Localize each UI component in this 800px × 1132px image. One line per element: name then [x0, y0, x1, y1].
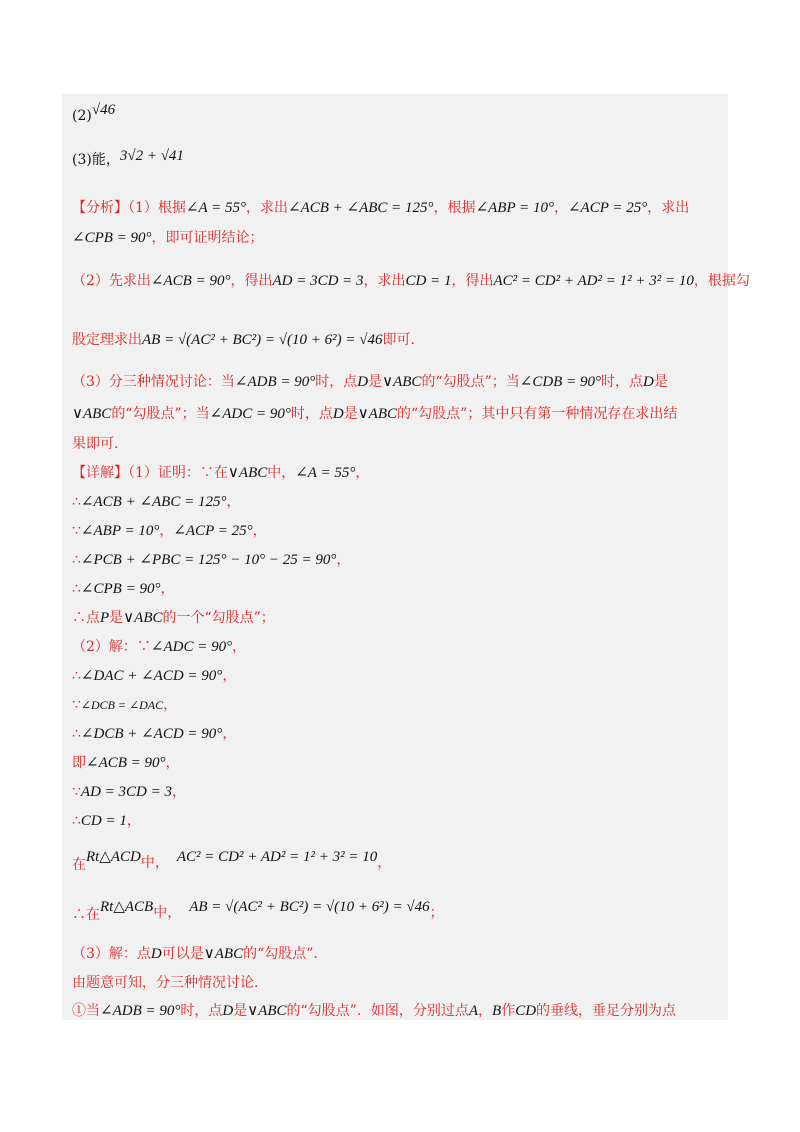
text: 可以是 [161, 946, 204, 962]
answer-2 [72, 100, 115, 126]
math: ∠ACB = 90° [150, 273, 231, 289]
detail-line-3 [72, 521, 267, 541]
text: 的垂线，垂足分别为点 [536, 1003, 677, 1019]
text: ，求出 [363, 273, 406, 289]
math: ∠CPB = 90° [80, 581, 161, 597]
text: ∴ [72, 813, 81, 829]
text: ， [163, 697, 178, 713]
analysis-line-5 [72, 372, 668, 392]
text: ①当 [72, 1003, 100, 1019]
math: ∨ABC [357, 406, 397, 422]
text: 时，点 [180, 1003, 223, 1019]
math: √46 [91, 102, 116, 118]
text: ∴ [72, 494, 81, 510]
detail-line-7 [72, 637, 246, 657]
text: （2）先求出 [72, 273, 151, 289]
text: 是 [233, 1003, 248, 1019]
text: ∵ [72, 697, 81, 713]
detail-line-18 [72, 1001, 676, 1021]
math: CD = 1 [405, 273, 452, 289]
analysis-line-6 [72, 404, 677, 424]
text: ∴点 [72, 610, 100, 626]
text: ， [126, 813, 141, 829]
math: ∠ADC = 90° [150, 639, 233, 655]
text: 是 [343, 406, 358, 422]
math: AD = 3CD = 3 [272, 273, 364, 289]
text: （3）分三种情况讨论：当 [72, 374, 235, 390]
text: ∵ [72, 784, 81, 800]
text: ， [222, 668, 237, 684]
detail-line-15 [72, 897, 444, 925]
text: ， [159, 523, 174, 539]
text: ∴ [72, 581, 81, 597]
detail-line-17 [72, 973, 258, 993]
math: ∠PCB + ∠PBC = 125° − 10° − 25 = 90° [80, 552, 337, 568]
detail-line-4 [72, 550, 350, 570]
math: D [150, 946, 162, 962]
math: Rt△ACB [100, 899, 154, 915]
math: ∠ADB = 90° [234, 374, 316, 390]
text: 是 [109, 610, 124, 626]
math: AC² = CD² + AD² = 1² + 3² = 10 [493, 273, 694, 289]
math: A [468, 1003, 479, 1019]
text: 果即可. [72, 436, 119, 452]
math: ∨ABC [382, 374, 422, 390]
text: ， [252, 523, 267, 539]
text: （3）解：点 [72, 946, 151, 962]
text: 是 [653, 374, 668, 390]
text: (3)能， [72, 152, 120, 168]
text: ∴ [72, 726, 81, 742]
detail-line-16 [72, 944, 318, 964]
detail-line-11 [72, 753, 180, 773]
text: 作 [501, 1003, 516, 1019]
math: ∠ACB + ∠ABC = 125° [288, 200, 434, 216]
math: D [332, 406, 344, 422]
text: ∴ [72, 668, 81, 684]
text: 的“勾股点”．如图，分别过点 [286, 1003, 469, 1019]
math: D [642, 374, 654, 390]
text: ，求出 [246, 200, 289, 216]
math: D [222, 1003, 234, 1019]
analysis-line-4 [72, 330, 415, 350]
math: ∠ACP = 25° [173, 523, 253, 539]
text: 中， [153, 905, 182, 921]
text: 时，点 [315, 374, 358, 390]
math: B [492, 1003, 502, 1019]
text: 时，点 [290, 406, 333, 422]
text: 由题意可知，分三种情况讨论. [72, 975, 259, 991]
text: (2) [72, 108, 92, 124]
math: ∨ABC [123, 610, 163, 626]
math: ∨ABC [203, 946, 244, 962]
text: ，根据勾 [693, 273, 750, 289]
detail-line-14 [72, 847, 391, 875]
analysis-line-3 [72, 271, 750, 291]
text: 的一个“勾股点”； [162, 610, 275, 626]
math: ∠CDB = 90° [519, 374, 601, 390]
math: Rt△ACD [86, 849, 141, 865]
detail-line-8 [72, 666, 236, 686]
math: ∠ABP = 10° [80, 523, 160, 539]
text: 中， [267, 465, 296, 481]
math: ∠ABP = 10° [475, 200, 554, 216]
math: AD = 3CD = 3 [80, 784, 172, 800]
text: 的“勾股点”；当 [421, 374, 520, 390]
math: ∠A = 55° [185, 200, 247, 216]
text: ∴ [72, 552, 81, 568]
text: ； [429, 905, 444, 921]
text: ，即可证明结论； [151, 230, 264, 246]
text: ， [478, 1003, 493, 1019]
math: ∠A = 55° [295, 465, 356, 481]
math: AC² = CD² + AD² = 1² + 3² = 10 [176, 849, 378, 865]
math: ∨ABC [227, 465, 268, 481]
text: ∵ [72, 523, 81, 539]
detail-line-12 [72, 782, 186, 802]
math: ∠ACP = 25° [567, 200, 648, 216]
text: 中， [140, 855, 169, 871]
text: 是 [368, 374, 383, 390]
text: ， [160, 581, 175, 597]
text: ， [226, 494, 241, 510]
detail-line-6 [72, 608, 275, 628]
text: 【分析】（1）根据 [72, 200, 186, 216]
math: P [100, 610, 110, 626]
math: D [357, 374, 369, 390]
text: 的“勾股点”；当 [111, 406, 210, 422]
text: ，根据 [433, 200, 476, 216]
detail-line-2 [72, 492, 240, 512]
text: 即可. [382, 332, 415, 348]
text: ，求出 [647, 200, 690, 216]
math: CD [515, 1003, 537, 1019]
text: ∴在 [72, 907, 100, 923]
math: CD = 1 [80, 813, 127, 829]
math: ∠DCB + ∠ACD = 90° [80, 726, 223, 742]
math: AB = √(AC² + BC²) = √(10 + 6²) = √46 [142, 332, 383, 348]
text: ， [165, 755, 180, 771]
math: AB = √(AC² + BC²) = √(10 + 6²) = √46 [189, 899, 430, 915]
detail-line-5 [72, 579, 174, 599]
text: ， [172, 784, 186, 800]
text: 股定理求出 [72, 332, 142, 348]
math: ∠DCB = ∠DAC [80, 698, 164, 712]
detail-line-9 [72, 695, 177, 715]
math: ∠ADC = 90° [209, 406, 291, 422]
text: ， [232, 639, 247, 655]
text: ， [553, 200, 568, 216]
text: 时，点 [600, 374, 643, 390]
text: 【详解】（1）证明：∵在 [72, 465, 228, 481]
detail-line-1 [72, 463, 369, 483]
math: ∠ACB + ∠ABC = 125° [80, 494, 227, 510]
detail-line-13 [72, 811, 141, 831]
text: ， [336, 552, 351, 568]
text: （2）解：∵ [72, 639, 151, 655]
answer-3 [72, 146, 184, 170]
analysis-line-7 [72, 434, 118, 454]
math: ∠ACB = 90° [86, 755, 166, 771]
text: 的“勾股点”；其中只有第一种情况存在求出结 [397, 406, 678, 422]
math: 3√2 + √41 [119, 148, 184, 164]
detail-line-10 [72, 724, 236, 744]
analysis-line-2 [72, 228, 264, 248]
text: ，得出 [230, 273, 273, 289]
text: 即 [72, 755, 86, 771]
text: ，得出 [451, 273, 494, 289]
text: 的“勾股点”. [243, 946, 318, 962]
math: ∠ADB = 90° [100, 1003, 181, 1019]
analysis-line-1 [72, 198, 689, 218]
math: ∨ABC [72, 406, 112, 422]
math: ∠CPB = 90° [72, 230, 152, 246]
text: 在 [72, 857, 86, 873]
text: ， [377, 855, 392, 871]
text: ， [355, 465, 370, 481]
text: ， [222, 726, 237, 742]
math: ∠DAC + ∠ACD = 90° [80, 668, 223, 684]
math: ∨ABC [247, 1003, 287, 1019]
